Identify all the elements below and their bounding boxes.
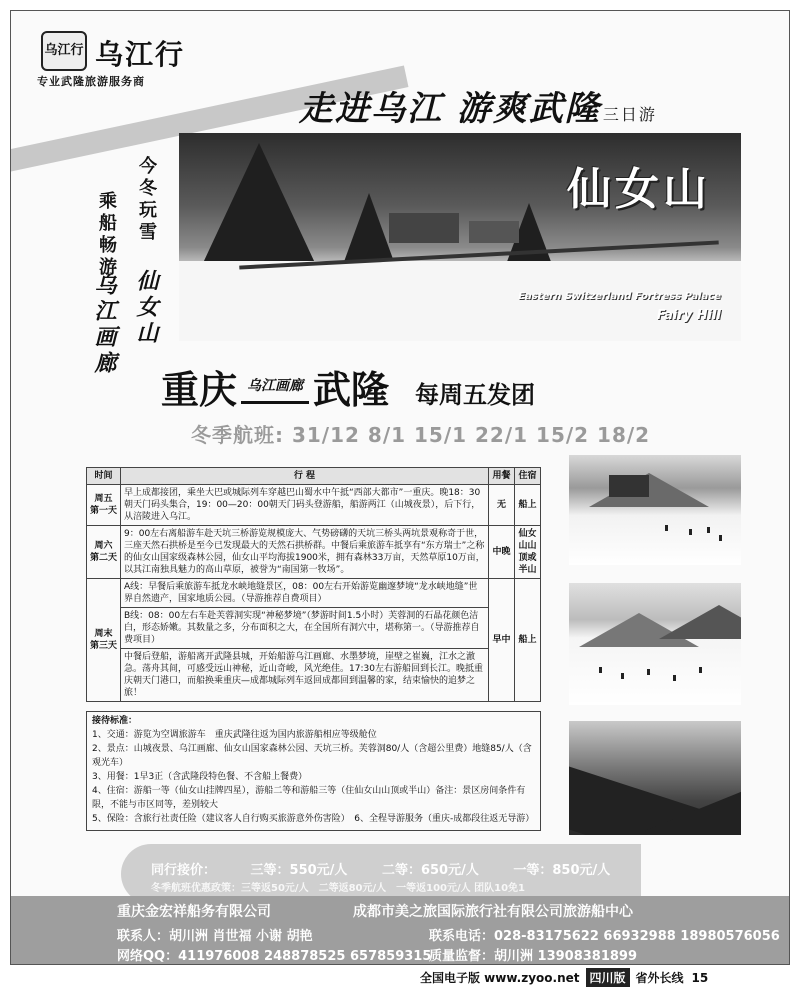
header-program: 行 程	[121, 468, 489, 485]
skier-shape	[647, 669, 650, 675]
route-via: 乌江画廊	[241, 375, 309, 404]
skier-shape	[689, 529, 692, 535]
slogan-boat: 乘船畅游	[96, 191, 117, 279]
publication-edition: 四川版	[586, 968, 630, 987]
standards-title: 接待标准：	[92, 716, 138, 726]
table-row	[87, 579, 541, 608]
price-row	[151, 859, 640, 878]
day-cell	[87, 579, 121, 702]
headline-suffix: 三日游	[602, 105, 657, 124]
stay-cell: 仙女山山顶或半山	[515, 526, 541, 579]
mountain-shape	[659, 605, 741, 639]
standard-item: 1、交通：游览为空调旅游车 重庆武隆往返为国内旅游船相应等级舱位	[92, 730, 377, 740]
skier-shape	[699, 667, 702, 673]
ski-lodge-photo	[569, 455, 741, 565]
skier-shape	[673, 675, 676, 681]
standard-item: 2、景点：山城夜景、乌江画廊、仙女山国家森林公园、天坑三桥。芙蓉洞80/人（含超公里费）地缝85/人（含观光车）	[92, 744, 532, 768]
program-cell: 早上成都接团，乘坐大巴或城际列车穿越巴山蜀水中午抵“西部大都市”一重庆。晚18：30朝天门码头集合，19：00—20：00朝天门码头登游船，船游两江（山城夜景），后下行，从涪陵进入乌江。	[121, 485, 489, 526]
table-row	[87, 485, 541, 526]
itinerary-table	[86, 467, 541, 702]
slogan-winter: 今冬玩雪	[136, 156, 157, 244]
header-time: 时间	[87, 468, 121, 485]
slogan-boat-place: 乌江画廊	[91, 273, 117, 377]
cabin-shape	[389, 213, 459, 243]
hero-caption-en: Eastern Switzerland Fortress Palace	[518, 291, 721, 302]
hero-caption-en-name: Fairy Hill	[656, 308, 721, 323]
day-sub: 第三天	[90, 641, 118, 651]
day-label: 周末	[94, 629, 113, 639]
skier-shape	[719, 535, 722, 541]
ski-slope-photo	[569, 583, 741, 705]
winter-dates	[191, 419, 650, 448]
company-name-chongqing: 重庆金宏祥船务有限公司	[117, 904, 271, 920]
meal-cell: 无	[489, 485, 515, 526]
hero-photo	[179, 133, 741, 341]
brand-subtitle: 专业武隆旅游服务商	[37, 75, 145, 88]
stay-cell: 船上	[515, 485, 541, 526]
skier-shape	[665, 525, 668, 531]
route-from: 重庆	[161, 367, 238, 412]
program-cell-route-b: B线：08：00左右车赴芙蓉洞实现“神秘梦境”（梦游时间1.5小时）芙蓉洞的石晶花颜色洁白，形态娇嫩。其数量之多，分布面积之大，在全国所有洞穴中，堪称第一。（导游推荐自费项目）	[121, 608, 489, 649]
mountain-shape	[589, 473, 709, 507]
dates-values: 31/12 8/1 15/1 22/1 15/2 18/2	[291, 423, 651, 447]
header-meals: 用餐	[489, 468, 515, 485]
headline-main: 走进乌江 游爽武隆	[299, 89, 601, 129]
page-number: 15	[691, 970, 709, 985]
company-name-chengdu: 成都市美之旅国际旅行社有限公司旅游船中心	[353, 904, 633, 920]
day-sub: 第一天	[90, 506, 118, 516]
dates-label: 冬季航班:	[191, 423, 284, 447]
table-row	[87, 526, 541, 579]
contact-people: 联系人：胡川洲 肖世福 小谢 胡艳	[117, 929, 313, 944]
page-headline	[299, 81, 657, 130]
discount-policy: 冬季航班优惠政策：三等返50元/人 二等返80元/人 一等返100元/人 团队10免1	[151, 883, 526, 894]
route-to: 武隆	[313, 367, 390, 412]
publication-section: 省外长线	[635, 971, 684, 985]
program-cell: 9：00左右离船游车赴天坑三桥游览规模庞大、气势磅礴的天坑三桥头两坑景观称奇于世，三座天然石拱桥是至今已发现最大的天然石拱桥群。中餐后乘旅游车抵享有“东方瑞士”之称的仙女山国家级森林公园，仙女山平均海拔1900米，拥有森林33万亩，天然草原10万亩，以其江南独具魅力的高山草原，被誉为“南国第一牧场”。	[121, 526, 489, 579]
hero-title: 仙女山	[567, 164, 711, 215]
day-label: 周六	[94, 541, 113, 551]
contact-qq: 网络QQ：411976008 248878525 657859315	[117, 949, 432, 964]
lodge-shape	[609, 475, 649, 497]
day-label: 周五	[94, 494, 113, 504]
day-cell	[87, 485, 121, 526]
quality-supervisor: 质量监督：胡川洲 13908381899	[429, 949, 638, 964]
cabin-shape	[469, 221, 519, 243]
program-cell-cruise: 中餐后登船，游船离开武隆县城，开始船游乌江画廊、水墨梦境，崖壁之崔巍，江水之澈急。荡舟其间，可感受远山神秘，近山奇峻，风光绝佳。17:30左右游船回到长江。晚抵重庆朝天门港口，而船换乘重庆—成都城际列车返回成都回到温馨的家，结束愉快的追梦之旅！	[121, 649, 489, 702]
river-gorge-photo	[569, 721, 741, 835]
price-first-class: 一等：850元/人	[513, 863, 611, 878]
standard-item: 4、住宿：游船一等（仙女山挂牌四星），游船二等和游船三等（住仙女山山顶或半山）备注：景区房间条件有限，不能与市区同等，差别较大	[92, 786, 526, 810]
publication-site: 全国电子版 www.zyoo.net	[420, 971, 580, 985]
price-second-class: 二等：650元/人	[381, 863, 479, 878]
table-row	[87, 608, 541, 649]
publication-footer	[420, 968, 708, 987]
travel-ad-page	[10, 10, 790, 965]
day-cell	[87, 526, 121, 579]
standard-item: 3、用餐：1早3正（含武隆段特色餐、不含船上餐费）	[92, 772, 308, 782]
stay-cell: 船上	[515, 579, 541, 702]
header-stay: 住宿	[515, 468, 541, 485]
price-label: 同行接价：	[151, 863, 217, 878]
brand-name: 乌江行	[95, 38, 186, 71]
day-sub: 第二天	[90, 553, 118, 563]
skier-shape	[621, 673, 624, 679]
standard-item: 5、保险：含旅行社责任险（建议客人自行购买旅游意外伤害险） 6、全程导游服务（重庆-成都段往返无导游）	[92, 814, 535, 824]
service-standards	[86, 711, 541, 831]
meal-cell: 中晚	[489, 526, 515, 579]
contact-phones: 联系电话：028-83175622 66932988 18980576056	[429, 929, 780, 944]
price-third-class: 三等：550元/人	[250, 863, 348, 878]
table-header	[87, 468, 541, 485]
slogan-winter-place: 仙女山	[133, 269, 159, 347]
skier-shape	[707, 527, 710, 533]
table-row	[87, 649, 541, 702]
route-schedule: 每周五发团	[415, 381, 536, 409]
program-cell-route-a: A线：早餐后乘旅游车抵龙水峡地缝景区，08：00左右开始游览幽邃梦境“龙水峡地缝”世界自然遗产，国家地质公园。（导游推荐自费项目）	[121, 579, 489, 608]
meal-cell: 早中	[489, 579, 515, 702]
skier-shape	[599, 667, 602, 673]
brand-logo: 乌江行	[41, 31, 87, 71]
route-headline	[161, 359, 535, 414]
